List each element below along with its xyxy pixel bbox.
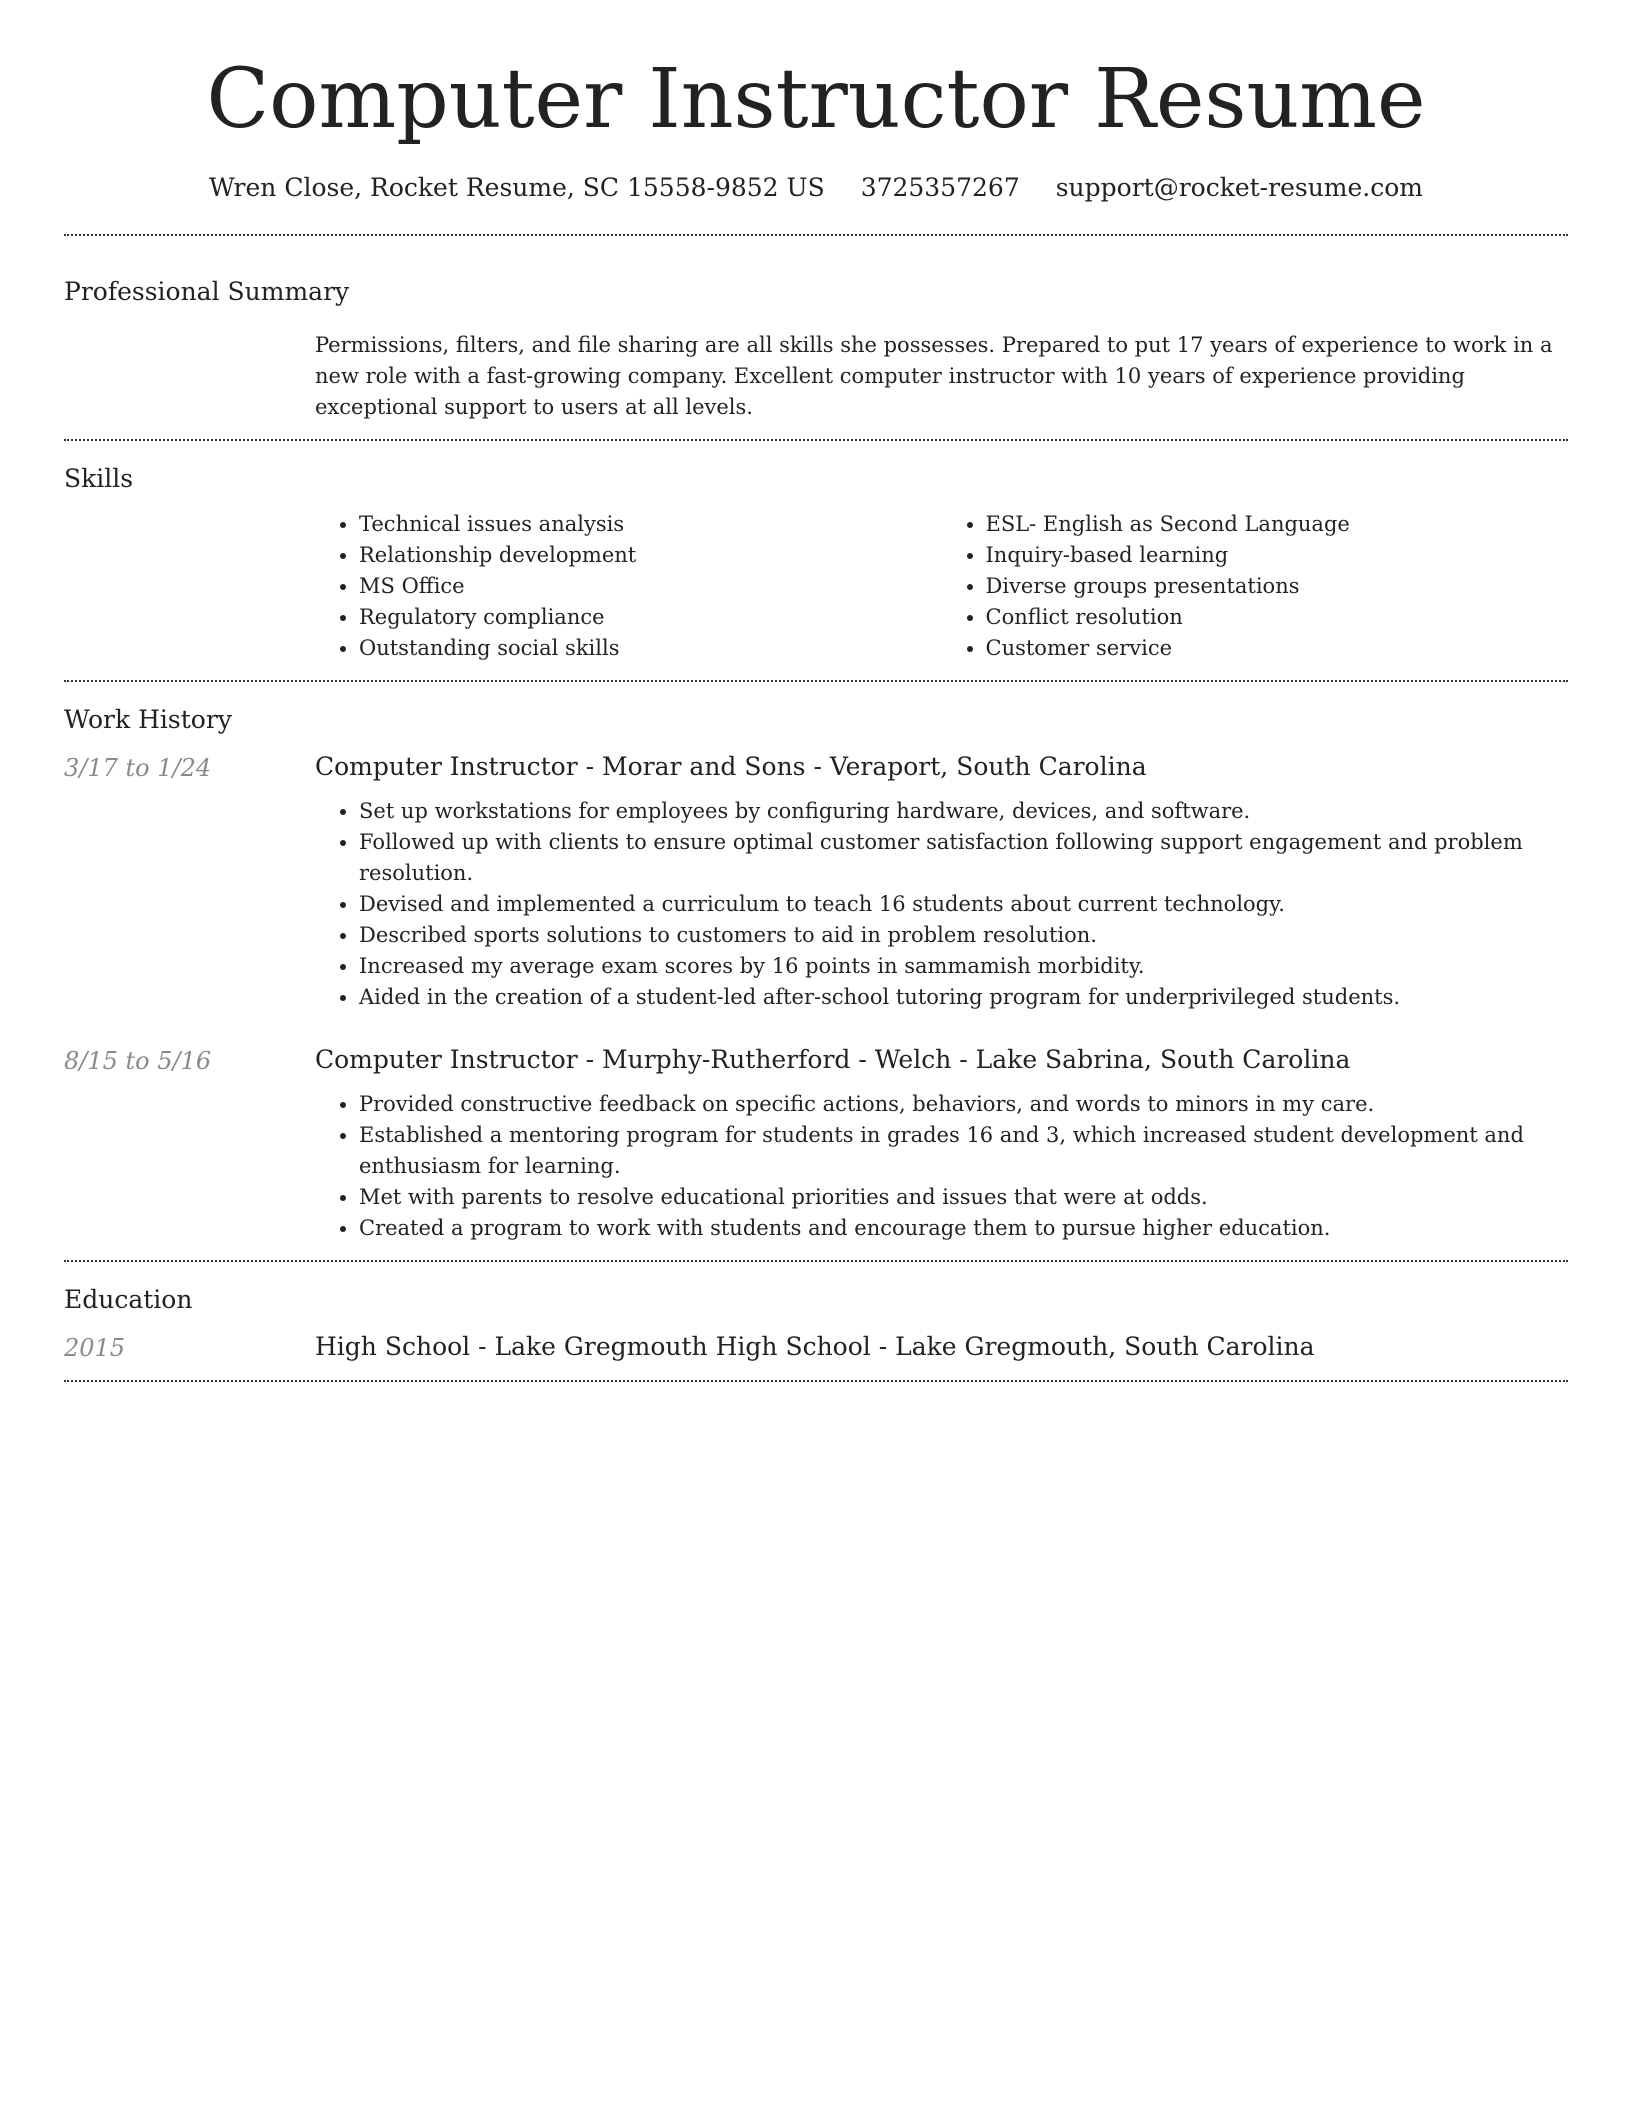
job-heading xyxy=(315,750,1568,784)
skill-item: • Relationship development xyxy=(359,540,942,571)
job-duty: • Increased my average exam scores by 16 points in sammamish morbidity. xyxy=(359,951,1568,982)
skills-section xyxy=(64,441,1568,680)
contact-phone: 3725357267 xyxy=(860,173,1020,202)
job-duty: • Followed up with clients to ensure optimal customer satisfaction following support engagement and problem resolution. xyxy=(359,827,1568,889)
summary-heading: Professional Summary xyxy=(64,277,350,306)
skill-item: • Technical issues analysis xyxy=(359,509,942,540)
skill-item: • Outstanding social skills xyxy=(359,633,942,664)
skill-item: • ESL- English as Second Language xyxy=(986,509,1569,540)
skills-column-left xyxy=(315,509,942,664)
education-year: 2015 xyxy=(64,1334,126,1362)
job-heading xyxy=(315,1043,1568,1077)
skills-column-right xyxy=(942,509,1569,664)
job-dates: 8/15 to 5/16 xyxy=(64,1047,212,1075)
education-entry xyxy=(64,1330,1568,1364)
skill-item: • Regulatory compliance xyxy=(359,602,942,633)
education-school-location: - Lake Gregmouth High School - Lake Gregmouth, South Carolina xyxy=(470,1332,1315,1361)
job-duty: • Aided in the creation of a student-led after-school tutoring program for underprivileged students. xyxy=(359,982,1568,1013)
job-duty: • Met with parents to resolve educational priorities and issues that were at odds. xyxy=(359,1182,1568,1213)
work-history-section xyxy=(64,682,1568,1260)
job-duty: • Set up workstations for employees by configuring hardware, devices, and software. xyxy=(359,796,1568,827)
skill-item: • Inquiry-based learning xyxy=(986,540,1569,571)
section-divider xyxy=(64,1380,1568,1382)
job-company-location: - Morar and Sons - Veraport, South Carolina xyxy=(577,752,1147,781)
summary-section xyxy=(64,236,1568,439)
skills-row xyxy=(64,509,1568,664)
job-dates: 3/17 to 1/24 xyxy=(64,754,212,782)
job-duties xyxy=(315,1089,1568,1244)
skill-item: • Conflict resolution xyxy=(986,602,1569,633)
job-company-location: - Murphy-Rutherford - Welch - Lake Sabrina, South Carolina xyxy=(577,1045,1351,1074)
education-heading: Education xyxy=(64,1285,193,1314)
job-duties xyxy=(315,796,1568,1013)
skills-list-left xyxy=(315,509,942,664)
job-duty: • Described sports solutions to customers to aid in problem resolution. xyxy=(359,920,1568,951)
contact-email: support@rocket-resume.com xyxy=(1055,173,1424,202)
summary-row xyxy=(64,330,1568,423)
skills-heading: Skills xyxy=(64,464,134,493)
skills-spacer xyxy=(64,509,315,511)
education-degree: High School xyxy=(315,1332,471,1361)
skill-item: • Customer service xyxy=(986,633,1569,664)
resume-title: Computer Instructor Resume xyxy=(206,52,1426,147)
work-history-heading: Work History xyxy=(64,705,232,734)
job-duty: • Devised and implemented a curriculum to teach 16 students about current technology. xyxy=(359,889,1568,920)
skill-item: • Diverse groups presentations xyxy=(986,571,1569,602)
job-role: Computer Instructor xyxy=(315,1045,578,1074)
skills-list-right xyxy=(942,509,1569,664)
contact-line xyxy=(64,172,1568,204)
contact-address: Wren Close, Rocket Resume, SC 15558-9852 US xyxy=(208,173,825,202)
summary-body xyxy=(315,330,1568,423)
summary-text: Permissions, filters, and file sharing are all skills she possesses. Prepared to put 17 years of experience to work in a new role with a fast-growing company. Excellent computer instructor with 10 years of experience providing exceptional support to users at all levels. xyxy=(315,333,1553,419)
summary-spacer xyxy=(64,330,315,332)
education-section xyxy=(64,1262,1568,1380)
job-duty: • Provided constructive feedback on specific actions, behaviors, and words to minors in my care. xyxy=(359,1089,1568,1120)
skill-item: • MS Office xyxy=(359,571,942,602)
education-heading-line xyxy=(315,1330,1568,1364)
job-duty: • Created a program to work with students and encourage them to pursue higher education. xyxy=(359,1213,1568,1244)
education-body xyxy=(315,1330,1568,1364)
job-entry xyxy=(64,1043,1568,1244)
job-body xyxy=(315,1043,1568,1244)
job-entry xyxy=(64,750,1568,1013)
resume-header xyxy=(64,0,1568,204)
job-duty: • Established a mentoring program for students in grades 16 and 3, which increased student development and enthusiasm for learning. xyxy=(359,1120,1568,1182)
skills-grid xyxy=(315,509,1568,664)
job-body xyxy=(315,750,1568,1013)
job-role: Computer Instructor xyxy=(315,752,578,781)
